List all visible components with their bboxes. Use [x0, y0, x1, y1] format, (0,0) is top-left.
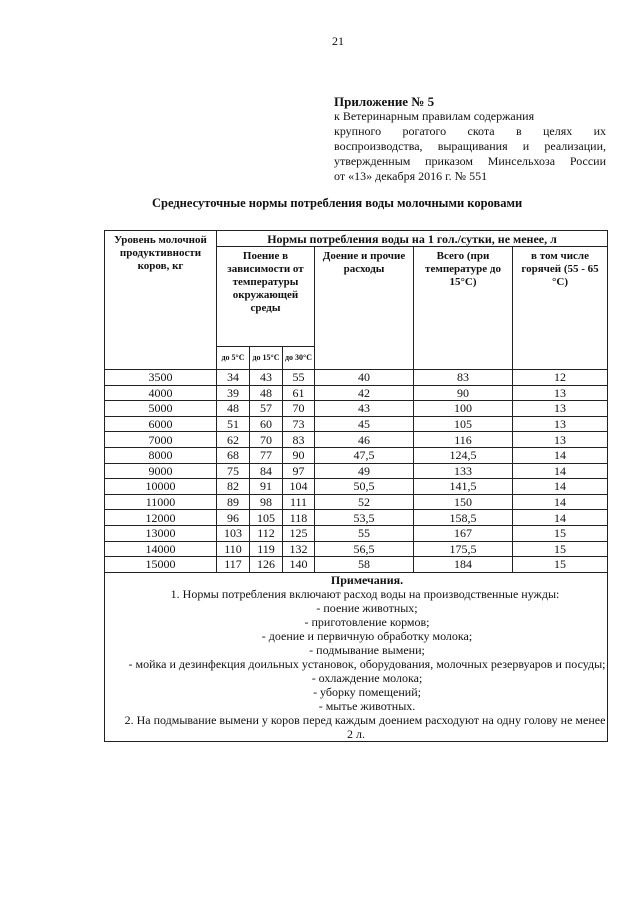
cell-temp-15: 84 [250, 463, 283, 479]
cell-milking: 43 [315, 401, 414, 417]
cell-total: 124,5 [414, 447, 513, 463]
cell-temp-30: 104 [283, 479, 315, 495]
header-level: Уровень молочной продуктивности коров, кг [105, 231, 217, 370]
cell-hot-water: 13 [513, 401, 608, 417]
cell-hot-water: 15 [513, 525, 608, 541]
table-row [105, 432, 608, 448]
cell-total: 167 [414, 525, 513, 541]
cell-temp-30: 140 [283, 557, 315, 573]
cell-total: 141,5 [414, 479, 513, 495]
cell-hot-water: 14 [513, 510, 608, 526]
cell-level: 3500 [105, 370, 217, 386]
cell-temp-5: 62 [217, 432, 250, 448]
table-row [105, 510, 608, 526]
cell-milking: 53,5 [315, 510, 414, 526]
cell-total: 105 [414, 416, 513, 432]
header-milking: Доение и прочие расходы [315, 247, 414, 370]
document-title: Среднесуточные нормы потребления воды молочными коровами [152, 196, 523, 210]
cell-total: 184 [414, 557, 513, 573]
cell-level: 12000 [105, 510, 217, 526]
cell-total: 158,5 [414, 510, 513, 526]
notes-bullet: - подмывание вымени; [309, 642, 425, 657]
cell-milking: 55 [315, 525, 414, 541]
notes-bullet: - охлаждение молока; [311, 670, 423, 685]
cell-temp-5: 68 [217, 447, 250, 463]
table-row [105, 541, 608, 557]
water-norms-table [104, 230, 608, 742]
cell-hot-water: 12 [513, 370, 608, 386]
cell-temp-15: 119 [250, 541, 283, 557]
appendix-header [334, 94, 606, 184]
table-row [105, 479, 608, 495]
cell-temp-15: 126 [250, 557, 283, 573]
cell-level: 9000 [105, 463, 217, 479]
cell-total: 133 [414, 463, 513, 479]
cell-temp-15: 43 [250, 370, 283, 386]
cell-hot-water: 14 [513, 447, 608, 463]
cell-temp-5: 34 [217, 370, 250, 386]
cell-level: 4000 [105, 385, 217, 401]
cell-level: 11000 [105, 494, 217, 510]
cell-milking: 58 [315, 557, 414, 573]
cell-temp-30: 132 [283, 541, 315, 557]
header-norms: Нормы потребления воды на 1 гол./сутки, не менее, л [217, 231, 608, 247]
cell-total: 83 [414, 370, 513, 386]
table-body [105, 370, 608, 573]
cell-temp-15: 91 [250, 479, 283, 495]
cell-temp-30: 111 [283, 494, 315, 510]
cell-temp-30: 83 [283, 432, 315, 448]
cell-temp-30: 55 [283, 370, 315, 386]
cell-temp-5: 75 [217, 463, 250, 479]
cell-level: 6000 [105, 416, 217, 432]
cell-temp-5: 82 [217, 479, 250, 495]
cell-temp-5: 39 [217, 385, 250, 401]
cell-temp-5: 117 [217, 557, 250, 573]
appendix-line: крупного рогатого скота в целях их [334, 124, 606, 138]
cell-milking: 56,5 [315, 541, 414, 557]
cell-temp-5: 89 [217, 494, 250, 510]
notes-bullet: - уборку помещений; [313, 684, 421, 699]
header-temp-5: до 5°С [217, 347, 250, 370]
cell-temp-30: 61 [283, 385, 315, 401]
cell-milking: 40 [315, 370, 414, 386]
cell-milking: 45 [315, 416, 414, 432]
cell-hot-water: 14 [513, 463, 608, 479]
cell-temp-5: 103 [217, 525, 250, 541]
notes-bullet: - доение и первичную обработку молока; [261, 628, 473, 643]
cell-temp-30: 118 [283, 510, 315, 526]
cell-milking: 42 [315, 385, 414, 401]
cell-temp-15: 112 [250, 525, 283, 541]
table-row [105, 557, 608, 573]
cell-milking: 52 [315, 494, 414, 510]
notes-item-2: 2. На подмывание вымени у коров перед каждым доением расходуют на одну голову не менее 2 л. [124, 712, 606, 741]
cell-total: 100 [414, 401, 513, 417]
appendix-line: к Ветеринарным правилам содержания [334, 109, 535, 123]
cell-temp-15: 57 [250, 401, 283, 417]
table-row [105, 370, 608, 386]
cell-temp-5: 48 [217, 401, 250, 417]
cell-temp-30: 97 [283, 463, 315, 479]
cell-milking: 50,5 [315, 479, 414, 495]
cell-temp-5: 51 [217, 416, 250, 432]
notes-title: Примечания. [330, 572, 404, 587]
cell-milking: 47,5 [315, 447, 414, 463]
cell-temp-30: 90 [283, 447, 315, 463]
notes-bullet: - мытье животных. [318, 698, 416, 713]
cell-temp-5: 96 [217, 510, 250, 526]
notes-item-1: 1. Нормы потребления включают расход воды на производственные нужды: [170, 586, 560, 601]
cell-level: 13000 [105, 525, 217, 541]
cell-hot-water: 15 [513, 541, 608, 557]
cell-total: 175,5 [414, 541, 513, 557]
header-temp-30: до 30°С [283, 347, 315, 370]
cell-hot-water: 15 [513, 557, 608, 573]
cell-total: 90 [414, 385, 513, 401]
cell-temp-15: 105 [250, 510, 283, 526]
header-hot-water: в том числе горячей (55 - 65 °С) [513, 247, 608, 370]
cell-hot-water: 14 [513, 479, 608, 495]
cell-milking: 46 [315, 432, 414, 448]
cell-level: 7000 [105, 432, 217, 448]
cell-temp-30: 125 [283, 525, 315, 541]
cell-temp-15: 70 [250, 432, 283, 448]
notes-cell [105, 572, 608, 741]
notes-bullet: - мойка и дезинфекция доильных установок, оборудования, молочных резервуаров и посуды; [128, 656, 606, 671]
cell-temp-15: 77 [250, 447, 283, 463]
cell-temp-15: 98 [250, 494, 283, 510]
table-row [105, 401, 608, 417]
cell-level: 10000 [105, 479, 217, 495]
header-drinking: Поение в зависимости от температуры окружающей среды [217, 247, 315, 347]
table-row [105, 525, 608, 541]
table-row [105, 494, 608, 510]
cell-level: 5000 [105, 401, 217, 417]
appendix-line: воспроизводства, выращивания и реализации, [334, 139, 606, 153]
cell-temp-15: 48 [250, 385, 283, 401]
cell-hot-water: 13 [513, 416, 608, 432]
cell-temp-15: 60 [250, 416, 283, 432]
appendix-title: Приложение № 5 [334, 94, 435, 109]
cell-total: 116 [414, 432, 513, 448]
table-row [105, 416, 608, 432]
appendix-line: от «13» декабря 2016 г. № 551 [334, 169, 488, 183]
page-number: 21 [332, 34, 344, 48]
cell-temp-5: 110 [217, 541, 250, 557]
cell-milking: 49 [315, 463, 414, 479]
appendix-line: утвержденным приказом Минсельхоза России [334, 154, 606, 168]
notes-bullet: - поение животных; [316, 600, 418, 615]
cell-level: 8000 [105, 447, 217, 463]
cell-hot-water: 14 [513, 494, 608, 510]
cell-hot-water: 13 [513, 432, 608, 448]
table-row [105, 385, 608, 401]
header-total: Всего (при температуре до 15°С) [414, 247, 513, 370]
cell-hot-water: 13 [513, 385, 608, 401]
header-temp-15: до 15°С [250, 347, 283, 370]
table-row [105, 463, 608, 479]
cell-temp-30: 70 [283, 401, 315, 417]
cell-level: 15000 [105, 557, 217, 573]
cell-level: 14000 [105, 541, 217, 557]
notes-bullet: - приготовление кормов; [304, 614, 430, 629]
cell-temp-30: 73 [283, 416, 315, 432]
table-row [105, 447, 608, 463]
cell-total: 150 [414, 494, 513, 510]
